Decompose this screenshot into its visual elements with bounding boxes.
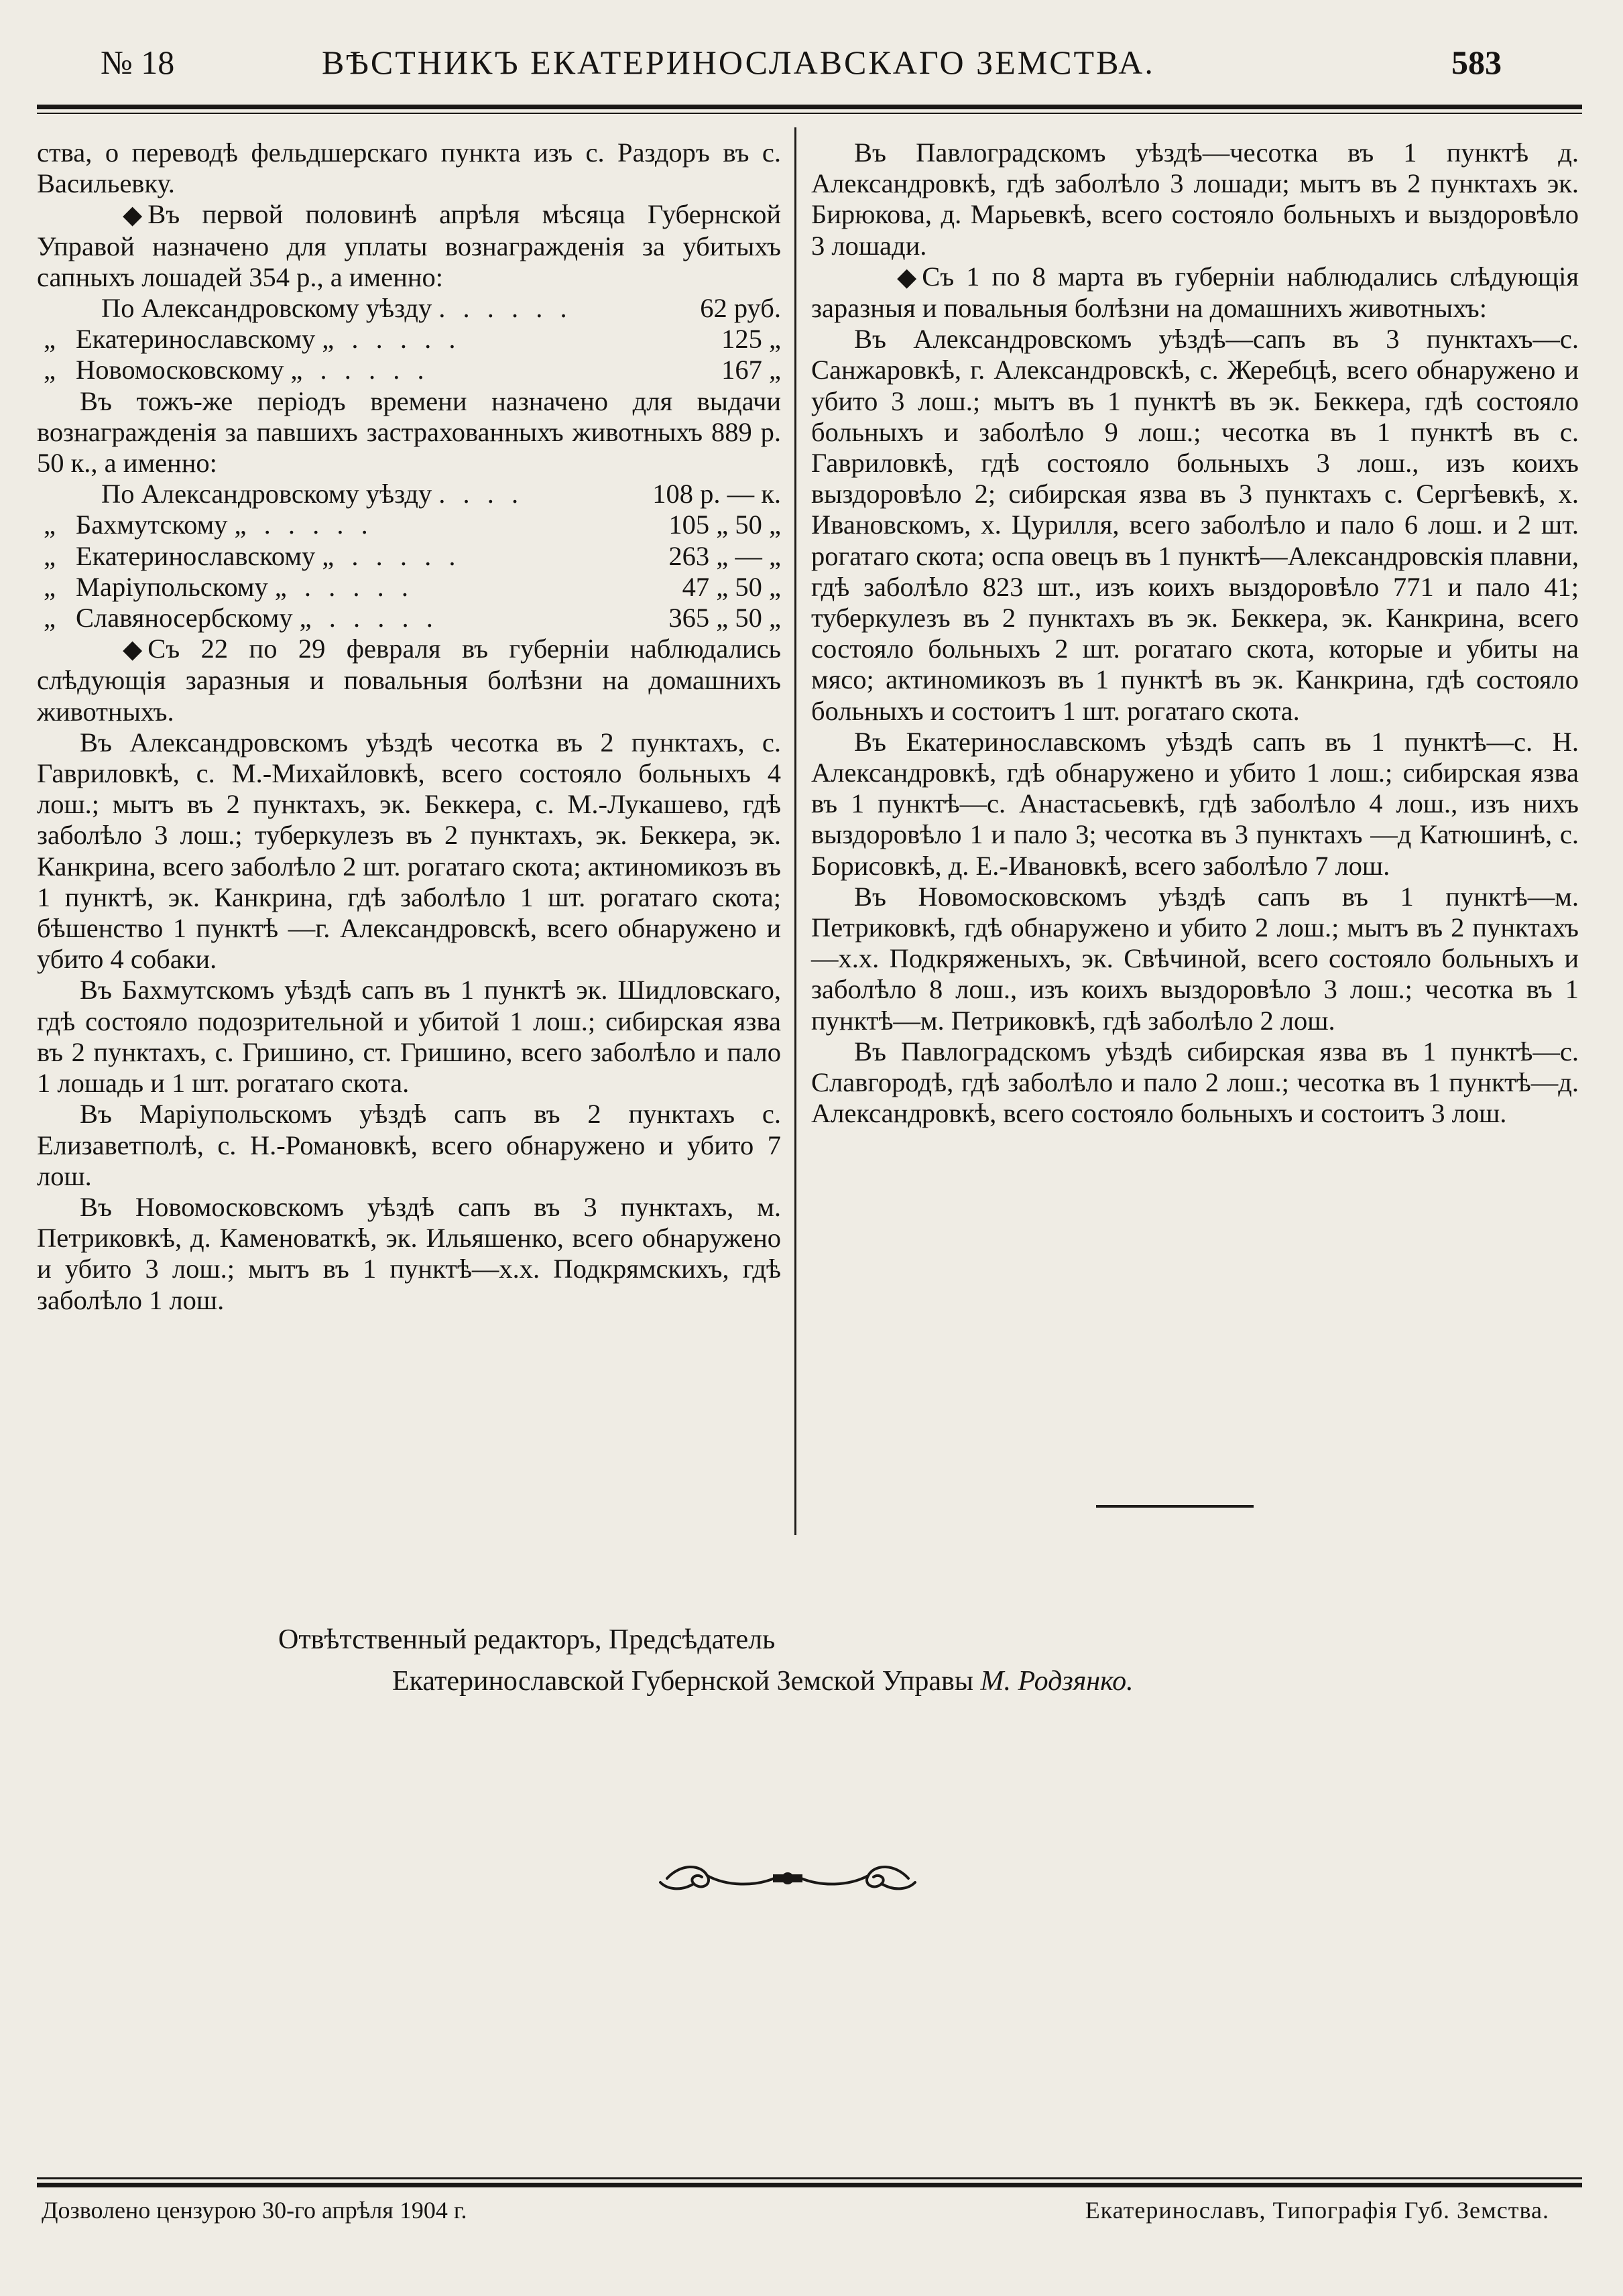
list-leader: „ . . . . .	[234, 509, 373, 540]
page-number: 583	[1451, 44, 1502, 81]
header-rule-thick	[37, 105, 1582, 109]
list-label: „ Новомосковскому	[37, 355, 284, 385]
paragraph-text: Съ 22 по 29 февраля въ губерніи наблюдались слѣдующія заразныя и повальныя болѣзни на домашнихъ животныхъ.	[37, 633, 781, 727]
list-label: „ Бахмутскому	[37, 509, 228, 540]
bullet-diamond-icon: ◆	[123, 636, 143, 664]
paragraph: Въ Новомосковскомъ уѣздѣ сапъ въ 1 пунктѣ—м. Петриковкѣ, гдѣ обнаружено и убито 2 лош.; мытъ въ 2 пунктахъ—х.х. Подкряженыхъ, эк. Свѣчиной, всего состояло больныхъ и заболѣло 8 лош., изъ коихъ выздоровѣло 3 лош.; чесотка въ 1 пунктѣ—м. Петриковкѣ, гдѣ заболѣло 2 лош.	[811, 881, 1579, 1036]
issue-number: № 18	[101, 44, 175, 81]
list-value: 365 „ 50 „	[668, 603, 781, 633]
paragraph	[37, 199, 781, 293]
list-item	[37, 541, 781, 572]
left-column	[37, 137, 781, 1316]
award-list-animals	[37, 479, 781, 633]
list-leader: . . . . . .	[438, 293, 573, 324]
list-label: По Александровскому уѣзду	[101, 293, 432, 324]
printer-note: Екатеринославъ, Типографія Губ. Земства.	[1085, 2197, 1549, 2224]
signature-line-2	[278, 1660, 1134, 1702]
award-list-horses	[37, 293, 781, 386]
list-item	[37, 324, 781, 355]
signature-line-1: Отвѣтственный редакторъ, Предсѣдатель	[278, 1624, 776, 1655]
list-item	[37, 572, 781, 603]
paragraph-text: Въ первой половинѣ апрѣля мѣсяца Губернской Управой назначено для уплаты вознагражденія за убитыхъ сапныхъ лошадей 354 р., а именно:	[37, 199, 781, 292]
journal-title: ВѢСТНИКЪ ЕКАТЕРИНОСЛАВСКАГО ЗЕМСТВА.	[322, 44, 1155, 81]
list-value: 62 руб.	[700, 293, 781, 324]
list-label: „ Славяносербскому	[37, 603, 293, 633]
list-leader: „ . . . . .	[299, 603, 438, 633]
list-item	[37, 479, 781, 509]
list-value: 125 „	[721, 324, 781, 355]
decorative-flourish-icon	[654, 1857, 922, 1897]
paragraph: Въ Александровскомъ уѣздѣ—сапъ въ 3 пунктахъ—с. Санжаровкѣ, г. Александровскѣ, с. Жеребцѣ, всего обнаружено и убито 3 лош.; мытъ въ 1 пунктѣ въ эк. Беккера, гдѣ состояло больныхъ и заболѣло 9 лош.; чесотка въ 1 пунктѣ въ с. Гавриловкѣ, гдѣ состояло больныхъ 3 лош., изъ коихъ выздоровѣло 2; сибирская язва въ 3 пунктахъ с. Сергѣевкѣ, х. Ивановскомъ, х. Цурилля, всего заболѣло и пало 6 лош. и 2 шт. рогатаго скота; оспа овецъ въ 1 пунктѣ—Александровскія плавни, гдѣ заболѣло 823 шт., изъ коихъ выздоровѣло 771 и пало 41; туберкулезъ въ 2 пунктахъ въ эк. Беккера, эк. Канкрина, всего состояло больныхъ 2 шт. рогатаго скота, которые и убиты на мясо; актиномикозъ въ 1 пунктѣ въ эк. Канкрина, гдѣ состояло больныхъ и состоитъ 1 шт. рогатаго скота.	[811, 324, 1579, 726]
paragraph: Въ Павлоградскомъ уѣздѣ—чесотка въ 1 пунктѣ д. Александровкѣ, гдѣ заболѣло 3 лошади; мытъ въ 2 пунктахъ эк. Бирюкова, д. Марьевкѣ, всего состояло больныхъ и выздоровѣло 3 лошади.	[811, 137, 1579, 261]
signature-org: Екатеринославской Губернской Земской Управы	[392, 1666, 974, 1697]
list-label: „ Маріупольскому	[37, 572, 268, 603]
list-leader: „ . . . . .	[322, 540, 461, 571]
list-item	[37, 509, 781, 540]
paragraph: Въ Екатеринославскомъ уѣздѣ сапъ въ 1 пунктѣ—с. Н. Александровкѣ, гдѣ обнаружено и убито 1 лош.; сибирская язва въ 1 пунктѣ—с. Анастасьевкѣ, гдѣ заболѣло 4 лош., изъ нихъ выздоровѣло 1 и пало 3; чесотка въ 3 пунктахъ —д Катюшинѣ, с. Борисовкѣ, д. Е.-Ивановкѣ, всего заболѣло 7 лош.	[811, 726, 1579, 881]
list-value: 108 р. — к.	[652, 479, 781, 509]
header-rule-thin	[37, 113, 1582, 114]
paragraph: Въ Маріупольскомъ уѣздѣ сапъ въ 2 пунктахъ с. Елизаветполѣ, с. Н.-Романовкѣ, всего обнаружено и убито 7 лош.	[37, 1099, 781, 1191]
footer-rule-thick	[37, 2183, 1582, 2187]
paragraph: Въ Новомосковскомъ уѣздѣ сапъ въ 3 пунктахъ, м. Петриковкѣ, д. Каменоваткѣ, эк. Ильяшенко, всего обнаружено и убито 3 лош.; мытъ въ 1 пунктѣ—х.х. Подкрямскихъ, гдѣ заболѣло 1 лош.	[37, 1191, 781, 1315]
right-column	[811, 137, 1579, 1130]
list-value: 47 „ 50 „	[682, 571, 781, 602]
list-value: 105 „ 50 „	[668, 509, 781, 540]
list-item	[37, 293, 781, 324]
section-end-rule	[1096, 1505, 1254, 1508]
editor-signature	[278, 1619, 1134, 1702]
list-item	[37, 603, 781, 633]
paragraph: Въ тожъ-же періодъ времени назначено для выдачи вознагражденія за павшихъ застрахованныхъ животныхъ 889 р. 50 к., а именно:	[37, 385, 781, 479]
paragraph	[37, 633, 781, 727]
bullet-diamond-icon: ◆	[897, 263, 917, 292]
column-divider	[794, 127, 796, 1535]
list-value: 263 „ — „	[668, 540, 781, 571]
list-label: По Александровскому уѣзду	[101, 479, 432, 509]
running-header	[101, 39, 1502, 93]
paragraph: ства, о переводѣ фельдшерскаго пункта изъ с. Раздоръ въ с. Васильевку.	[37, 137, 781, 199]
list-value: 167 „	[721, 355, 781, 385]
list-leader: . . . .	[438, 479, 524, 509]
paragraph	[811, 261, 1579, 324]
censor-note: Дозволено цензурою 30-го апрѣля 1904 г.	[42, 2197, 467, 2224]
list-label: „ Екатеринославскому	[37, 324, 315, 355]
list-leader: „ . . . . .	[322, 324, 461, 355]
paragraph: Въ Александровскомъ уѣздѣ чесотка въ 2 пунктахъ, с. Гавриловкѣ, с. М.-Михайловкѣ, всего состояло больныхъ 4 лош.; мытъ въ 2 пунктахъ, эк. Беккера, с. М.-Лукашево, гдѣ заболѣло 3 лош.; туберкулезъ въ 2 пунктахъ, эк. Беккера, эк. Канкрина, всего заболѣло 2 шт. рогатаго скота; актиномикозъ въ 1 пунктѣ, эк. Канкрина, гдѣ заболѣло 1 шт. рогатаго скота; бѣшенство 1 пунктѣ —г. Александровскѣ, всего обнаружено и убито 4 собаки.	[37, 727, 781, 975]
list-leader: „ . . . . .	[274, 571, 414, 602]
list-leader: „ . . . . .	[290, 355, 430, 385]
paragraph: Въ Бахмутскомъ уѣздѣ сапъ въ 1 пунктѣ эк. Шидловскаго, гдѣ состояло подозрительной и убитой 1 лош.; сибирская язва въ 2 пунктахъ, с. Гришино, ст. Гришино, всего заболѣло и пало 1 лошадь и 1 шт. рогатаго скота.	[37, 975, 781, 1099]
list-label: „ Екатеринославскому	[37, 541, 315, 572]
editor-name: М. Родзянко.	[980, 1666, 1134, 1697]
list-item	[37, 355, 781, 385]
footer-rule-thin	[37, 2177, 1582, 2179]
paragraph-text: Съ 1 по 8 марта въ губерніи наблюдались слѣдующія заразныя и повальныя болѣзни на домашнихъ животныхъ:	[811, 261, 1579, 324]
paragraph: Въ Павлоградскомъ уѣздѣ сибирская язва въ 1 пунктѣ—с. Славгородѣ, гдѣ заболѣло и пало 2 лош.; чесотка въ 1 пунктѣ—д. Александровкѣ, всего состояло больныхъ и состоитъ 3 лош.	[811, 1036, 1579, 1129]
bullet-diamond-icon: ◆	[123, 201, 143, 230]
